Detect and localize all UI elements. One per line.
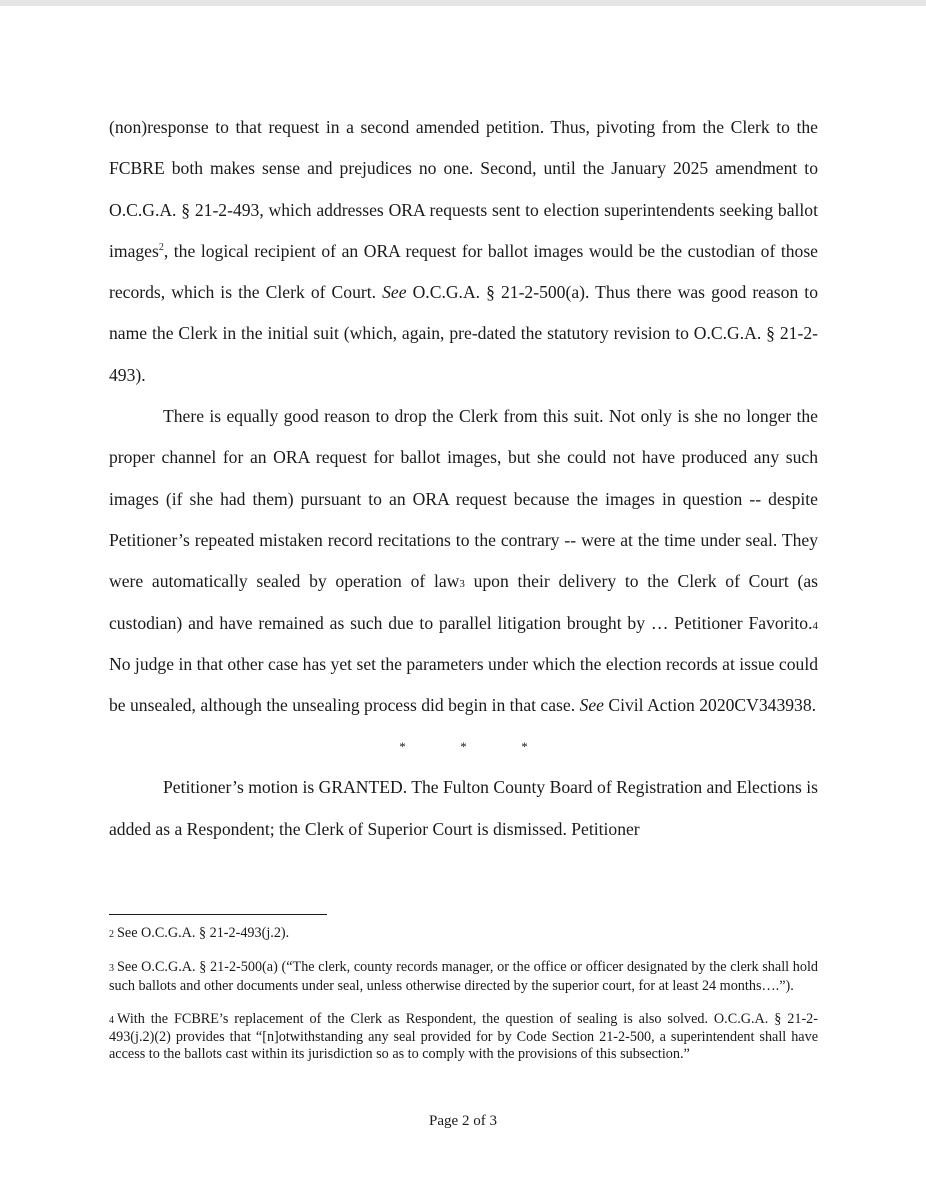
footnote-ref-3: 3 bbox=[459, 578, 465, 591]
paragraph-1 bbox=[109, 107, 818, 396]
paragraph-2-text-b: upon their delivery to the Clerk of Court (as custodian) and have remained as such due to parallel litigation brought by … Petitioner Favorito. bbox=[109, 571, 818, 633]
paragraph-2-text-c: No judge in that other case has yet set the parameters under which the election records at issue could be unsealed, although the unsealing process did begin in that case. bbox=[109, 653, 818, 716]
paragraph-2-text-d: Civil Action 2020CV343938. bbox=[603, 695, 817, 716]
document-body bbox=[109, 107, 818, 850]
footnote-2 bbox=[109, 925, 818, 943]
footnote-ref-4: 4 bbox=[812, 619, 818, 632]
paragraph-1-text-a: (non)response to that request in a second amended petition. Thus, pivoting from the Clerk to the FCBRE both makes sense and prejudices no one. Second, until the January 2025 amendment to O.C.G.A. § 21-2-493, which addresses ORA requests sent to election superintendents seeking ballot images bbox=[109, 117, 818, 261]
section-break bbox=[109, 726, 818, 767]
paragraph-3: Petitioner’s motion is GRANTED. The Fulton County Board of Registration and Elections is added as a Respondent; the Clerk of Superior Court is dismissed. Petitioner bbox=[109, 777, 818, 839]
paragraph-2 bbox=[109, 396, 818, 726]
footnote-3 bbox=[109, 959, 818, 995]
footnote-number: 2 bbox=[109, 929, 114, 940]
paragraph-1-text-b: , the logical recipient of an ORA request for ballot images would be the custodian of those records, which is the Clerk of Court. bbox=[109, 240, 818, 303]
page-top-edge bbox=[0, 0, 926, 6]
paragraph-1-text-c: O.C.G.A. § 21-2-500(a). Thus there was good reason to name the Clerk in the initial suit (which, again, pre-dated the statutory revision to O.C.G.A. § 21-2-493). bbox=[109, 282, 818, 385]
footnote-text: See O.C.G.A. § 21-2-500(a) (“The clerk, county records manager, or the office or officer designated by the clerk shall hold such ballots and other documents under seal, unless otherwise directed by the superior court, for at least 24 months….”). bbox=[109, 959, 818, 994]
footnote-text: See O.C.G.A. § 21-2-493(j.2). bbox=[117, 925, 290, 941]
asterisk: * bbox=[521, 739, 528, 755]
asterisk: * bbox=[460, 739, 467, 755]
footnote-number: 4 bbox=[109, 1014, 114, 1026]
signal-see: See bbox=[382, 282, 407, 303]
asterisk: * bbox=[399, 739, 406, 755]
page-number: Page 2 of 3 bbox=[429, 1113, 497, 1129]
paragraph-2-text-a: There is equally good reason to drop the Clerk from this suit. Not only is she no longer the proper channel for an ORA request for ballot images, but she could not have produced any such images (if she had them) pursuant to an ORA request because the images in question -- despite Petitioner’s repeated mistaken record recitations to the contrary -- were at the time under seal. They were automatically sealed by operation of law bbox=[109, 406, 818, 592]
footnote-text: With the FCBRE’s replacement of the Clerk as Respondent, the question of sealing is also solved. O.C.G.A. § 21-2-493(j.2)(2) provides that “[n]otwithstanding any seal provided for by Code Section 21-2-500, a superintendent shall have access to the ballots cast within its jurisdiction so as to comply with the provisions of this subsection.” bbox=[109, 1010, 818, 1063]
signal-see: See bbox=[579, 695, 604, 716]
footnote-4 bbox=[109, 1011, 818, 1064]
footnote-ref-2: 2 bbox=[158, 242, 164, 254]
footnote-number: 3 bbox=[109, 963, 114, 975]
footnote-separator bbox=[109, 914, 327, 915]
footnotes bbox=[109, 925, 818, 1080]
